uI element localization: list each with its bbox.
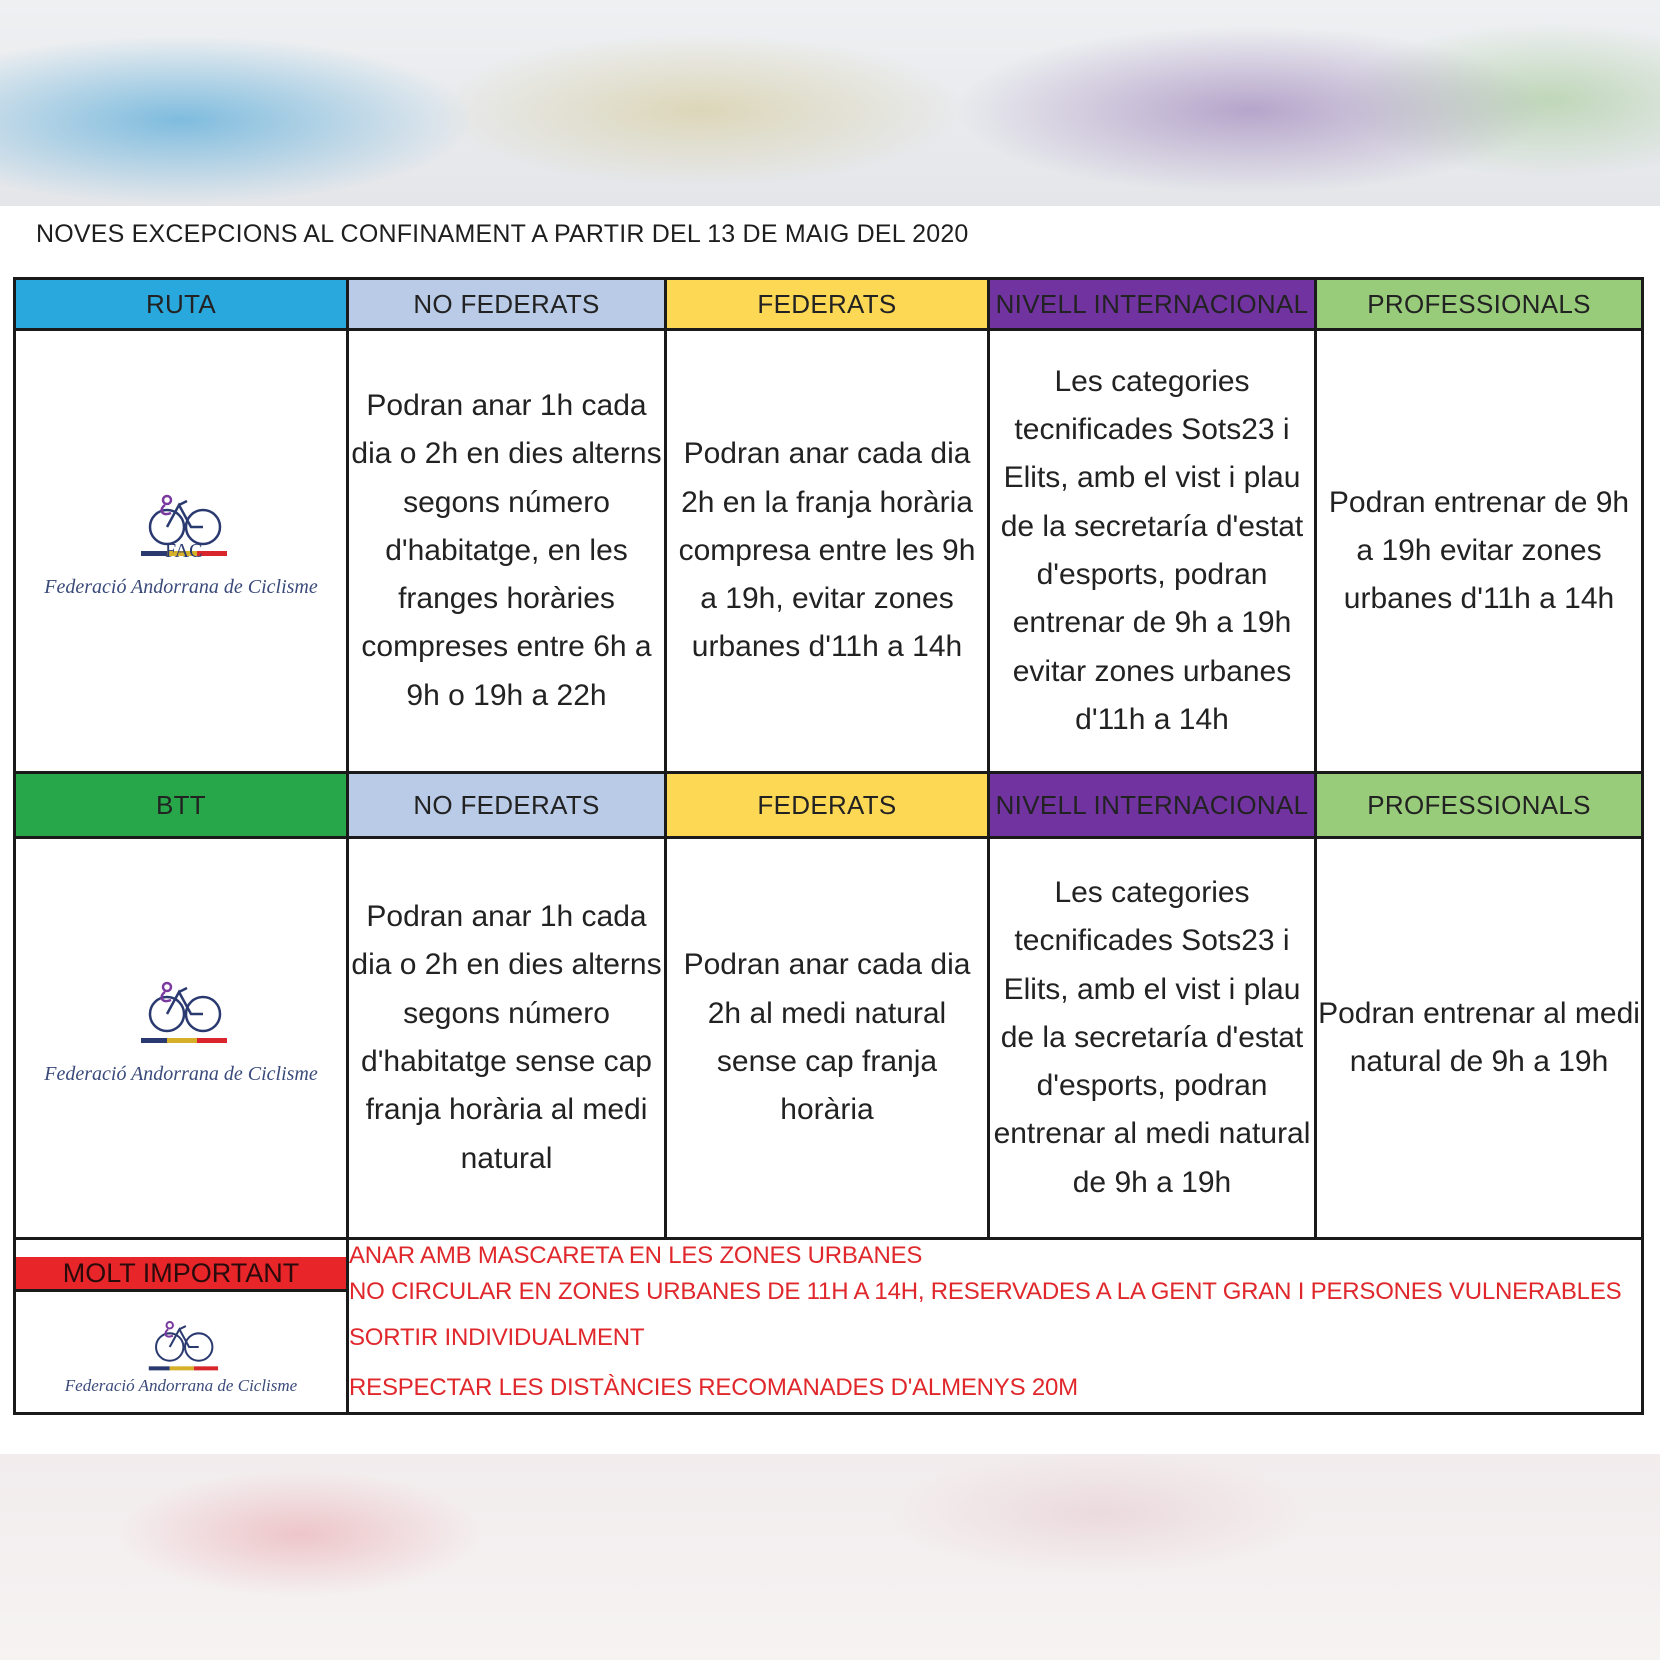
fac-logo — [65, 1318, 297, 1396]
ruta-header-row — [15, 279, 1643, 330]
fac-logo-text: Federació Andorrana de Ciclisme — [44, 1062, 318, 1085]
btt-logo-cell — [15, 838, 348, 1239]
important-label: MOLT IMPORTANT — [16, 1257, 346, 1292]
blurred-background-bottom — [0, 1454, 1660, 1660]
fac-logo — [44, 978, 317, 1098]
exceptions-document — [0, 206, 1660, 1454]
btt-nivell-internacional-cell: Les categories tecnificades Sots23 i Elits, amb el vist i plau de la secretaría d'estat d'esports, podran entrenar al medi natural de 9h a 19h — [989, 838, 1316, 1239]
btt-header-professionals: PROFESSIONALS — [1316, 773, 1643, 838]
important-cell — [15, 1239, 348, 1414]
rule-individualment: SORTIR INDIVIDUALMENT — [349, 1324, 645, 1351]
fac-logo — [44, 491, 317, 611]
fac-logo-text: Federació Andorrana de Ciclisme — [44, 575, 318, 598]
ruta-no-federats-cell: Podran anar 1h cada dia o 2h en dies alterns segons número d'habitatge, en les franges horàries compreses entre 6h a 9h o 19h a 22h — [348, 330, 666, 773]
btt-federats-cell: Podran anar cada dia 2h al medi natural sense cap franja horària — [666, 838, 989, 1239]
cyclist-icon — [121, 978, 241, 1050]
ruta-header-no-federats: NO FEDERATS — [348, 279, 666, 330]
blurred-background-top — [0, 0, 1660, 206]
svg-text:FAC: FAC — [164, 539, 203, 562]
ruta-header-nivell-internacional: NIVELL INTERNACIONAL — [989, 279, 1316, 330]
important-rules-cell — [348, 1239, 1643, 1414]
btt-body-row — [15, 838, 1643, 1239]
rule-no-circular: NO CIRCULAR EN ZONES URBANES DE 11H A 14H, RESERVADES A LA GENT GRAN I PERSONES VULNERABLES — [349, 1278, 1622, 1305]
btt-header-no-federats: NO FEDERATS — [348, 773, 666, 838]
section-ruta-label: RUTA — [15, 279, 348, 330]
ruta-logo-cell — [15, 330, 348, 773]
important-row — [15, 1239, 1643, 1414]
btt-professionals-cell: Podran entrenar al medi natural de 9h a 19h — [1316, 838, 1643, 1239]
fac-logo-text: Federació Andorrana de Ciclisme — [64, 1375, 298, 1395]
ruta-body-row — [15, 330, 1643, 773]
btt-no-federats-cell: Podran anar 1h cada dia o 2h en dies alterns segons número d'habitatge sense cap franja horària al medi natural — [348, 838, 666, 1239]
ruta-header-federats: FEDERATS — [666, 279, 989, 330]
btt-header-row — [15, 773, 1643, 838]
ruta-header-professionals: PROFESSIONALS — [1316, 279, 1643, 330]
rule-mascareta: ANAR AMB MASCARETA EN LES ZONES URBANES — [349, 1242, 923, 1269]
ruta-professionals-cell: Podran entrenar de 9h a 19h evitar zones urbanes d'11h a 14h — [1316, 330, 1643, 773]
rule-distancies: RESPECTAR LES DISTÀNCIES RECOMANADES D'ALMENYS 20M — [349, 1374, 1078, 1401]
exceptions-table — [13, 277, 1644, 1415]
ruta-federats-cell: Podran anar cada dia 2h en la franja horària compresa entre les 9h a 19h, evitar zones urbanes d'11h a 14h — [666, 330, 989, 773]
cyclist-icon — [131, 1318, 231, 1376]
section-btt-label: BTT — [15, 773, 348, 838]
document-title: NOVES EXCEPCIONS AL CONFINAMENT A PARTIR DEL 13 DE MAIG DEL 2020 — [36, 220, 969, 248]
cyclist-icon — [121, 491, 241, 563]
ruta-nivell-internacional-cell: Les categories tecnificades Sots23 i Elits, amb el vist i plau de la secretaría d'estat d'esports, podran entrenar de 9h a 19h evitar zones urbanes d'11h a 14h — [989, 330, 1316, 773]
btt-header-federats: FEDERATS — [666, 773, 989, 838]
btt-header-nivell-internacional: NIVELL INTERNACIONAL — [989, 773, 1316, 838]
